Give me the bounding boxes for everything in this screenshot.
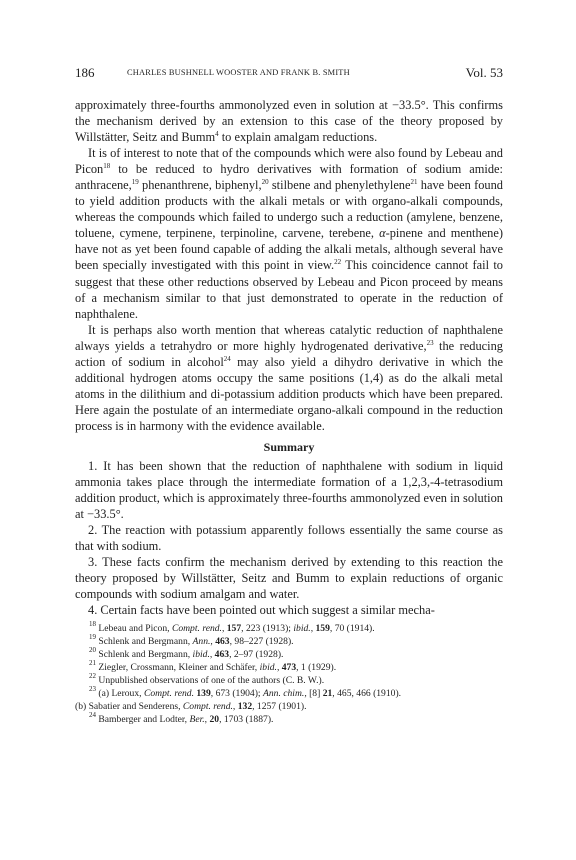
text-run: the reducing action of sodium in alcohol <box>75 338 503 369</box>
text-run: , 1 (1929). <box>296 662 337 674</box>
italic-text: ibid. <box>192 649 210 661</box>
text-run: , 223 (1913); <box>241 623 294 635</box>
text-run: , <box>204 713 210 725</box>
italic-text: α <box>379 226 386 241</box>
text-run: , 98–227 (1928). <box>229 636 294 648</box>
text-run: have been found to yield addition products with the alkali metals or with organo-alkali compounds, whereas the compounds which failed to undergo such a reduction (amylene, benzene, toluene, cymene, terpinene, terpinoline, carvene, terebene, <box>75 178 503 241</box>
italic-text: Ann. <box>192 636 211 648</box>
text-run: , 70 (1914). <box>329 623 375 635</box>
page-header <box>75 65 503 81</box>
text-run: Lebeau and Picon, <box>96 623 172 635</box>
text-run: , <box>232 700 238 712</box>
text-run: Schlenk and Bergmann, <box>96 649 193 661</box>
italic-text: Compt. rend. <box>171 623 222 635</box>
text-run: Ziegler, Crossmann, Kleiner and Schäfer, <box>96 662 260 674</box>
text-run: Schlenk and Bergmann, <box>96 636 193 648</box>
text-run: This coincidence cannot fail to suggest that these other reductions observed by Lebeau and Picon proceed by means of a mechanism similar to that just demonstrated to operate in the reduction of naphthalene. <box>75 258 503 321</box>
volume-number: Vol. 53 <box>465 65 503 80</box>
footnote <box>75 710 503 727</box>
italic-text: ibid. <box>293 623 311 635</box>
text-run: approximately three-fourths ammonolyzed even in solution at −33.5°. This confirms the mechanism derived by an extension to this case of the theory proposed by Willstätter, Seitz and Bumm <box>75 98 503 145</box>
summary-list <box>75 458 503 618</box>
summary-item: 4. Certain facts have been pointed out which suggest a similar mecha- <box>88 603 435 618</box>
running-title: CHARLES BUSHNELL WOOSTER AND FRANK B. SMITH <box>127 68 350 77</box>
text-run: (b) Sabatier and Senderens, <box>75 700 183 712</box>
text-run: It is of interest to note that of the compounds which were also found by Lebeau and Picon <box>75 146 503 177</box>
footnote <box>75 684 503 701</box>
text-run: , <box>221 623 227 635</box>
text-run: (a) Leroux, <box>96 687 144 699</box>
article-body <box>75 97 503 727</box>
footnote-ref: 4 <box>215 130 219 139</box>
bold-text: 463 <box>215 636 230 648</box>
footnote-ref: 18 <box>103 162 111 171</box>
text-run: , <box>209 649 215 661</box>
footnote-ref: 21 <box>89 659 96 668</box>
text-run: Unpublished observations of one of the authors (C. B. W.). <box>96 675 325 687</box>
italic-text: Compt. rend. <box>143 687 194 699</box>
text-run: , 1257 (1901). <box>252 700 307 712</box>
text-run: to explain amalgam reductions. <box>218 130 378 145</box>
text-run: , [8] <box>304 687 323 699</box>
footnote-ref: 21 <box>410 178 418 187</box>
bold-text: 159 <box>315 623 330 635</box>
text-run: , 673 (1904); <box>210 687 263 699</box>
bold-text: 473 <box>281 662 297 674</box>
footnote-ref: 22 <box>334 258 342 267</box>
text-run: , 465, 466 (1910). <box>332 687 402 699</box>
summary-heading: Summary <box>263 439 315 454</box>
bold-text: 139 <box>196 687 211 699</box>
text-run: may also yield a dihydro derivative in which the additional hydrogen atoms occupy the same positions (1,4) as do the alkali metal atoms in the dilithium and di-potassium addition products which have been prepared. Here again the postulate of an intermediate organo-alkali compound in the reduction process is in harmony with the evidence available. <box>75 354 503 433</box>
footnote-ref: 22 <box>89 672 96 681</box>
footnote-ref: 23 <box>426 338 434 347</box>
bold-text: 157 <box>226 623 242 635</box>
footnote-ref: 23 <box>89 684 96 693</box>
footnote <box>75 672 503 688</box>
footnote <box>75 659 503 675</box>
text-run: It is perhaps also worth mention that whereas catalytic reduction of naphthalene always yields a tetrahydro or more highly hydrogenated derivative, <box>75 322 503 353</box>
footnote-ref: 24 <box>89 710 96 719</box>
footnote <box>75 620 503 636</box>
text-run: , <box>210 636 216 648</box>
text-run: , <box>310 623 316 635</box>
text-run: Bamberger and Lodter, <box>96 713 190 725</box>
text-run: -pinene and menthene) have not as yet been found capable of adding the alkali metals, although several have been specially investigated with this point in view. <box>75 226 504 273</box>
bold-text: 132 <box>237 700 253 712</box>
body-paragraph <box>75 97 503 145</box>
footnote-ref: 19 <box>131 178 139 187</box>
footnote <box>75 633 503 649</box>
bold-text: 463 <box>214 649 230 661</box>
text-run: , 1703 (1887). <box>219 713 274 725</box>
body-paragraphs <box>75 97 503 434</box>
italic-text: ibid. <box>259 662 277 674</box>
footnote-ref: 20 <box>261 178 269 187</box>
italic-text: Compt. rend. <box>182 700 233 712</box>
text-run: , 2–97 (1928). <box>229 649 284 661</box>
text-run: phenanthrene, biphenyl, <box>138 178 262 193</box>
bold-text: 21 <box>322 687 333 699</box>
bold-text: 20 <box>209 713 220 725</box>
body-paragraph <box>75 145 503 322</box>
italic-text: Ann. chim. <box>263 687 305 699</box>
text-run: , <box>276 662 282 674</box>
text-run: stilbene and phenylethylene <box>268 178 411 193</box>
summary-item: 1. It has been shown that the reduction of naphthalene with sodium in liquid ammonia takes place through the intermediate formation of a 1,2,3,-4-tetrasodium addition product, which is approximately three-fourths ammonolyzed even in solution at −33.5°. <box>75 458 503 522</box>
footnote-ref: 20 <box>89 646 96 655</box>
footnote <box>75 646 503 662</box>
page-number: 186 <box>75 65 95 80</box>
footnote-ref: 24 <box>223 354 231 363</box>
summary-item: 2. The reaction with potassium apparently follows essentially the same course as that with sodium. <box>75 523 503 554</box>
body-paragraph <box>75 322 503 434</box>
footnotes <box>75 620 503 726</box>
italic-text: Ber. <box>189 713 205 725</box>
footnote-ref: 18 <box>89 620 96 629</box>
footnote-ref: 19 <box>89 633 96 642</box>
footnote <box>75 701 503 714</box>
summary-item: 3. These facts confirm the mechanism derived by extending to this reaction the theory proposed by Willstätter, Seitz and Bumm to explain reductions of organic compounds with sodium amalgam and water. <box>75 555 503 602</box>
text-run: to be reduced to hydro derivatives with formation of sodium amide: anthracene, <box>75 162 503 193</box>
